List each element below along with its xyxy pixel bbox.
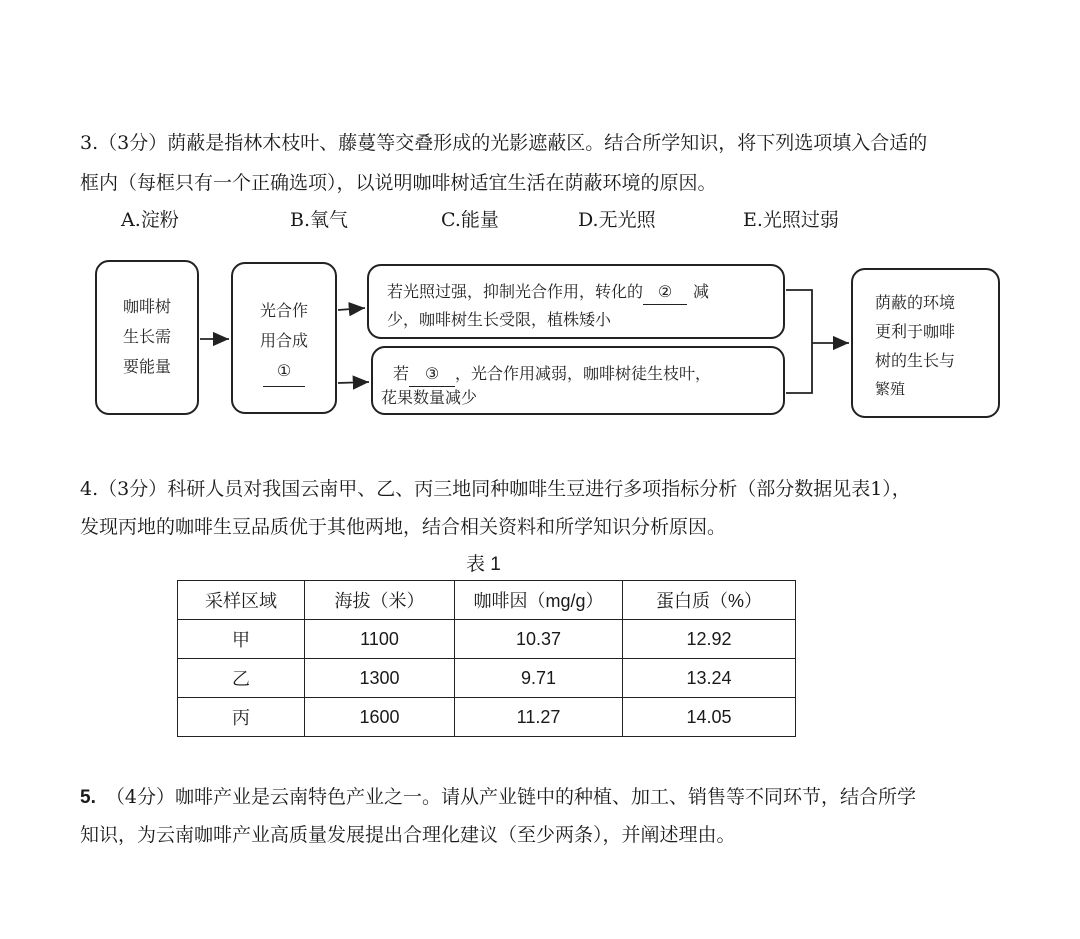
arrow-to-strong-light — [338, 308, 365, 310]
header-protein: 蛋白质（%） — [623, 581, 796, 620]
q4-line-2: 发现丙地的咖啡生豆品质优于其他两地，结合相关资料和所学知识分析原因。 — [80, 516, 727, 538]
strong-light-line-1: 若光照过强，抑制光合作用，转化的 ② 减 — [387, 280, 709, 305]
header-altitude: 海拔（米） — [305, 581, 455, 620]
cell-region: 丙 — [178, 698, 305, 737]
blank-1[interactable]: ① — [263, 356, 305, 387]
cell-region: 甲 — [178, 620, 305, 659]
weak-light-line-1: 若 ③ ，光合作用减弱，咖啡树徒生枝叶， — [393, 362, 711, 387]
shade-benefit-line-2: 更利于咖啡 — [875, 322, 956, 341]
strong-light-line-2: 少，咖啡树生长受限，植株矮小 — [387, 310, 612, 329]
merge-bracket — [786, 290, 812, 393]
cell-caffeine: 11.27 — [455, 698, 623, 737]
q4-line-1: 4.（3分）科研人员对我国云南甲、乙、丙三地同种咖啡生豆进行多项指标分析（部分数据见表1）， — [80, 478, 911, 500]
shade-benefit-line-3: 树的生长与 — [875, 351, 956, 370]
cell-region: 乙 — [178, 659, 305, 698]
q5-line-1: 5. （4分）咖啡产业是云南特色产业之一。请从产业链中的种植、加工、销售等不同环节，结合所学 — [80, 786, 916, 808]
energy-need-line-3: 要能量 — [122, 357, 171, 376]
q3-option-b: B.氧气 — [290, 209, 349, 231]
blank-3[interactable]: ③ — [409, 362, 455, 387]
q3-option-e: E.光照过弱 — [743, 209, 839, 231]
q3-option-d: D.无光照 — [578, 209, 656, 231]
header-caffeine: 咖啡因（mg/g） — [455, 581, 623, 620]
q3-option-c: C.能量 — [441, 209, 499, 231]
photosynthesis-line-1: 光合作 — [259, 301, 308, 320]
cell-altitude: 1600 — [305, 698, 455, 737]
energy-need-line-2: 生长需 — [122, 327, 171, 346]
cell-caffeine: 10.37 — [455, 620, 623, 659]
table-header-row — [178, 581, 796, 620]
energy-need-line-1: 咖啡树 — [122, 297, 171, 316]
table-row — [178, 698, 796, 737]
cell-protein: 14.05 — [623, 698, 796, 737]
table-caption: 表 1 — [466, 554, 501, 575]
header-region: 采样区域 — [178, 581, 305, 620]
q3-line-2: 框内（每框只有一个正确选项），以说明咖啡树适宜生活在荫蔽环境的原因。 — [80, 172, 717, 194]
shade-benefit-line-1: 荫蔽的环境 — [875, 293, 956, 312]
cell-caffeine: 9.71 — [455, 659, 623, 698]
cell-protein: 12.92 — [623, 620, 796, 659]
cell-protein: 13.24 — [623, 659, 796, 698]
q5-number: 5. — [80, 787, 96, 808]
table-row — [178, 620, 796, 659]
q3-option-a: A.淀粉 — [121, 209, 179, 231]
cell-altitude: 1300 — [305, 659, 455, 698]
blank-2[interactable]: ② — [643, 280, 687, 305]
shade-benefit-line-4: 繁殖 — [875, 380, 906, 398]
cell-altitude: 1100 — [305, 620, 455, 659]
table-row — [178, 659, 796, 698]
photosynthesis-line-2: 用合成 — [259, 331, 308, 350]
coffee-data-table — [177, 580, 796, 737]
q5-line-2: 知识，为云南咖啡产业高质量发展提出合理化建议（至少两条），并阐述理由。 — [80, 824, 736, 846]
weak-light-line-2: 花果数量减少 — [381, 388, 478, 407]
q3-line-1: 3.（3分）荫蔽是指林木枝叶、藤蔓等交叠形成的光影遮蔽区。结合所学知识，将下列选项填入合适的 — [80, 132, 928, 154]
arrow-to-weak-light — [338, 382, 369, 383]
